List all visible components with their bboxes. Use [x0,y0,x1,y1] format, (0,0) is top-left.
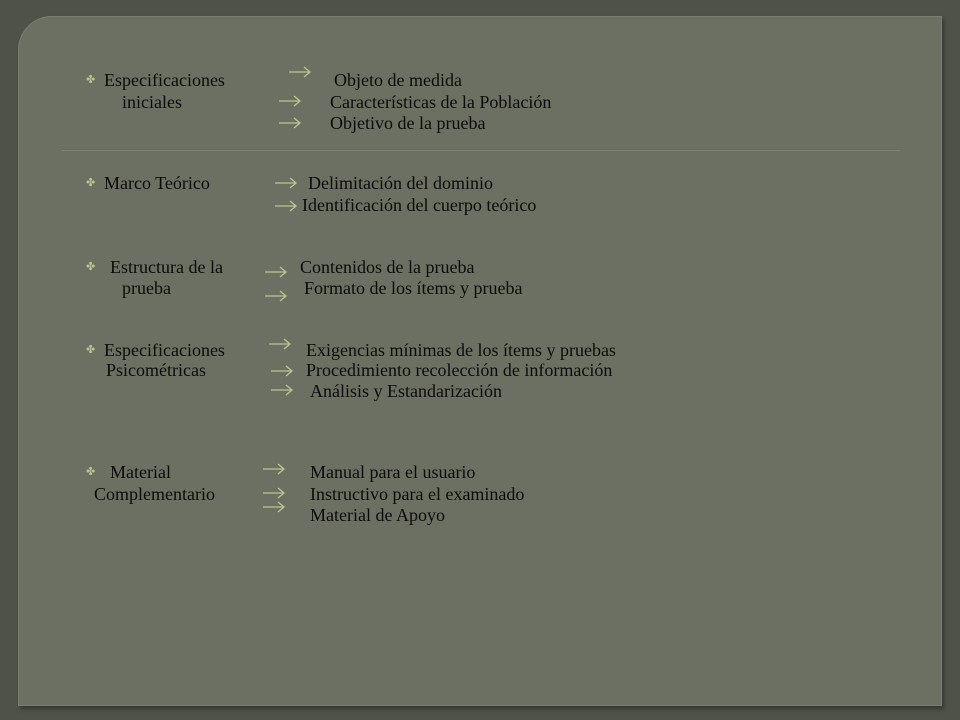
arrow-right-icon [262,487,286,499]
bullet-icon: ✤ [86,466,96,478]
arrow-right-icon [264,290,288,302]
bullet-icon: ✤ [86,74,96,86]
section-label: iniciales [122,92,182,112]
divider [62,149,900,151]
bullet-icon: ✤ [86,344,96,356]
arrow-right-icon [262,501,286,513]
arrow-right-icon [288,66,312,78]
section-label: Especificaciones [104,340,225,360]
section-label: Especificaciones [104,70,225,90]
section-item: Características de la Población [330,92,552,112]
arrow-right-icon [270,384,294,396]
section-label: Estructura de la [110,257,223,277]
section-item: Manual para el usuario [310,462,476,482]
section-label: Complementario [94,484,215,504]
arrow-right-icon [268,338,292,350]
arrow-right-icon [278,117,302,129]
section-item: Análisis y Estandarización [310,381,502,401]
arrow-right-icon [262,463,286,475]
section-item: Exigencias mínimas de los ítems y pruebas [306,340,616,360]
section-item: Material de Apoyo [310,505,445,525]
section-item: Contenidos de la prueba [300,257,475,277]
arrow-right-icon [274,177,298,189]
section-label: Material [110,462,171,482]
arrow-right-icon [274,200,298,212]
arrow-right-icon [264,266,288,278]
section-label: Marco Teórico [104,173,210,193]
section-item: Identificación del cuerpo teórico [302,195,537,215]
arrow-right-icon [278,95,302,107]
arrow-right-icon [270,365,294,377]
section-item: Instructivo para el examinado [310,484,525,504]
section-label: Psicométricas [106,360,206,380]
section-label: prueba [122,278,171,298]
section-item: Formato de los ítems y prueba [304,278,523,298]
section-item: Objeto de medida [334,70,462,90]
bullet-icon: ✤ [86,261,96,273]
bullet-icon: ✤ [86,177,96,189]
section-item: Objetivo de la prueba [330,113,486,133]
section-item: Procedimiento recolección de información [306,360,613,380]
section-item: Delimitación del dominio [308,173,493,193]
